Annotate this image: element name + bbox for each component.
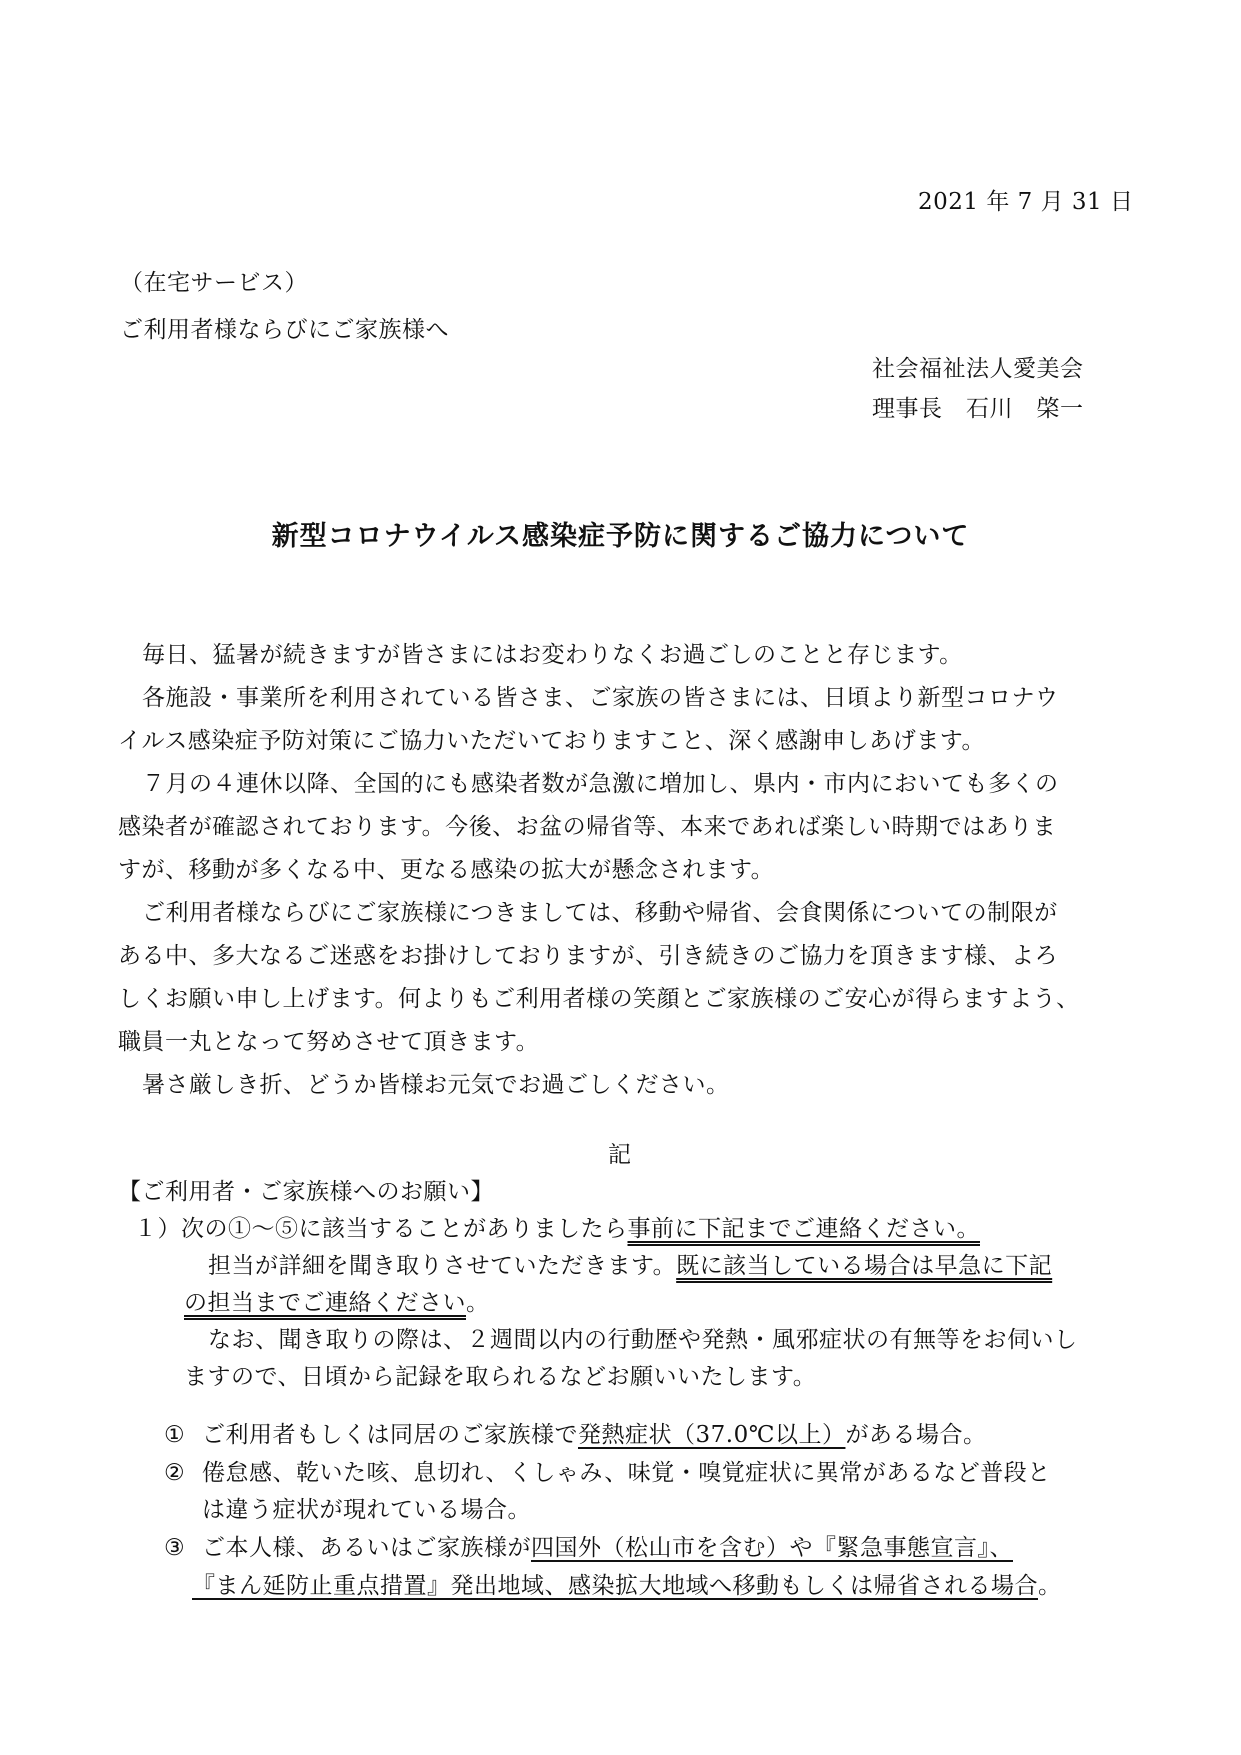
- emphasis-underline: 発熱症状（37.0℃以上）: [578, 1422, 846, 1448]
- body-line: ７月の４連休以降、全国的にも感染者数が急激に増加し、県内・市内においても多くの: [142, 771, 1059, 797]
- emphasis-underline: 事前に下記までご連絡ください。: [627, 1216, 980, 1242]
- body-line: 暑さ厳しき折、どうか皆様お元気でお過ごしください。: [142, 1072, 730, 1098]
- body-line: しくお願い申し上げます。何よりもご利用者様の笑顔とご家族様のご安心が得らますよう、: [118, 986, 1080, 1012]
- organization: 社会福祉法人愛美会: [872, 356, 1084, 382]
- date: 2021 年 7 月 31 日: [918, 189, 1134, 215]
- body-line: 感染者が確認されております。今後、お盆の帰省等、本来であれば楽しい時期ではありま: [118, 814, 1057, 840]
- item1-line: の担当までご連絡ください。: [184, 1290, 490, 1316]
- emphasis-underline: 四国外（松山市を含む）や『緊急事態宣言』、: [531, 1535, 1013, 1561]
- body-line: 職員一丸となって努めさせて頂きます。: [118, 1029, 540, 1055]
- condition-2: ② 倦怠感、乾いた咳、息切れ、くしゃみ、味覚・嗅覚症状に異常があるなど普段と: [164, 1460, 1051, 1486]
- body-line: ある中、多大なるご迷惑をお掛けしておりますが、引き続きのご協力を頂きます様、よろ: [118, 943, 1058, 969]
- addressee: ご利用者様ならびにご家族様へ: [120, 317, 449, 343]
- condition-3: ③ ご本人様、あるいはご家族様が四国外（松山市を含む）や『緊急事態宣言』、: [164, 1535, 1013, 1561]
- emphasis-underline: 『まん延防止重点措置』発出地域、感染拡大地域へ移動もしくは帰省される場合: [192, 1573, 1038, 1599]
- body-line: 毎日、猛暑が続きますが皆さまにはお変わりなくお過ごしのことと存じます。: [142, 642, 963, 668]
- item1-line: なお、聞き取りの際は、２週間以内の行動歴や発熱・風邪症状の有無等をお伺いし: [208, 1327, 1078, 1353]
- circled-number: ①: [164, 1422, 186, 1448]
- circled-number: ②: [164, 1460, 186, 1486]
- body-line: 各施設・事業所を利用されている皆さま、ご家族の皆さまには、日頃より新型コロナウ: [142, 685, 1059, 711]
- circled-number: ③: [164, 1535, 186, 1561]
- body-line: ご利用者様ならびにご家族様につきましては、移動や帰省、会食関係についての制限が: [142, 900, 1058, 926]
- emphasis-underline: の担当までご連絡ください: [184, 1290, 466, 1316]
- emphasis-underline: 既に該当している場合は早急に下記: [676, 1253, 1053, 1279]
- sender: 理事長 石川 棨一: [872, 396, 1084, 422]
- body-line: イルス感染症予防対策にご協力いただいておりますこと、深く感謝申しあげます。: [118, 728, 985, 754]
- page-title: 新型コロナウイルス感染症予防に関するご協力について: [271, 521, 970, 552]
- body-line: すが、移動が多くなる中、更なる感染の拡大が懸念されます。: [118, 857, 775, 883]
- condition-2-cont: は違う症状が現れている場合。: [202, 1497, 531, 1523]
- condition-3-cont: 『まん延防止重点措置』発出地域、感染拡大地域へ移動もしくは帰省される場合。: [192, 1573, 1062, 1599]
- item1-line: ますので、日頃から記録を取られるなどお願いいたします。: [184, 1364, 817, 1390]
- service-type: （在宅サービス）: [120, 270, 308, 296]
- condition-1: ① ご利用者もしくは同居のご家族様で発熱症状（37.0℃以上）がある場合。: [164, 1422, 987, 1448]
- ki-mark: 記: [608, 1142, 632, 1168]
- section-heading: 【ご利用者・ご家族様へのお願い】: [118, 1179, 494, 1205]
- item1-line: 担当が詳細を聞き取りさせていただきます。既に該当している場合は早急に下記: [208, 1253, 1053, 1279]
- item1-line: １）次の①～⑤に該当することがありましたら事前に下記までご連絡ください。: [134, 1216, 980, 1242]
